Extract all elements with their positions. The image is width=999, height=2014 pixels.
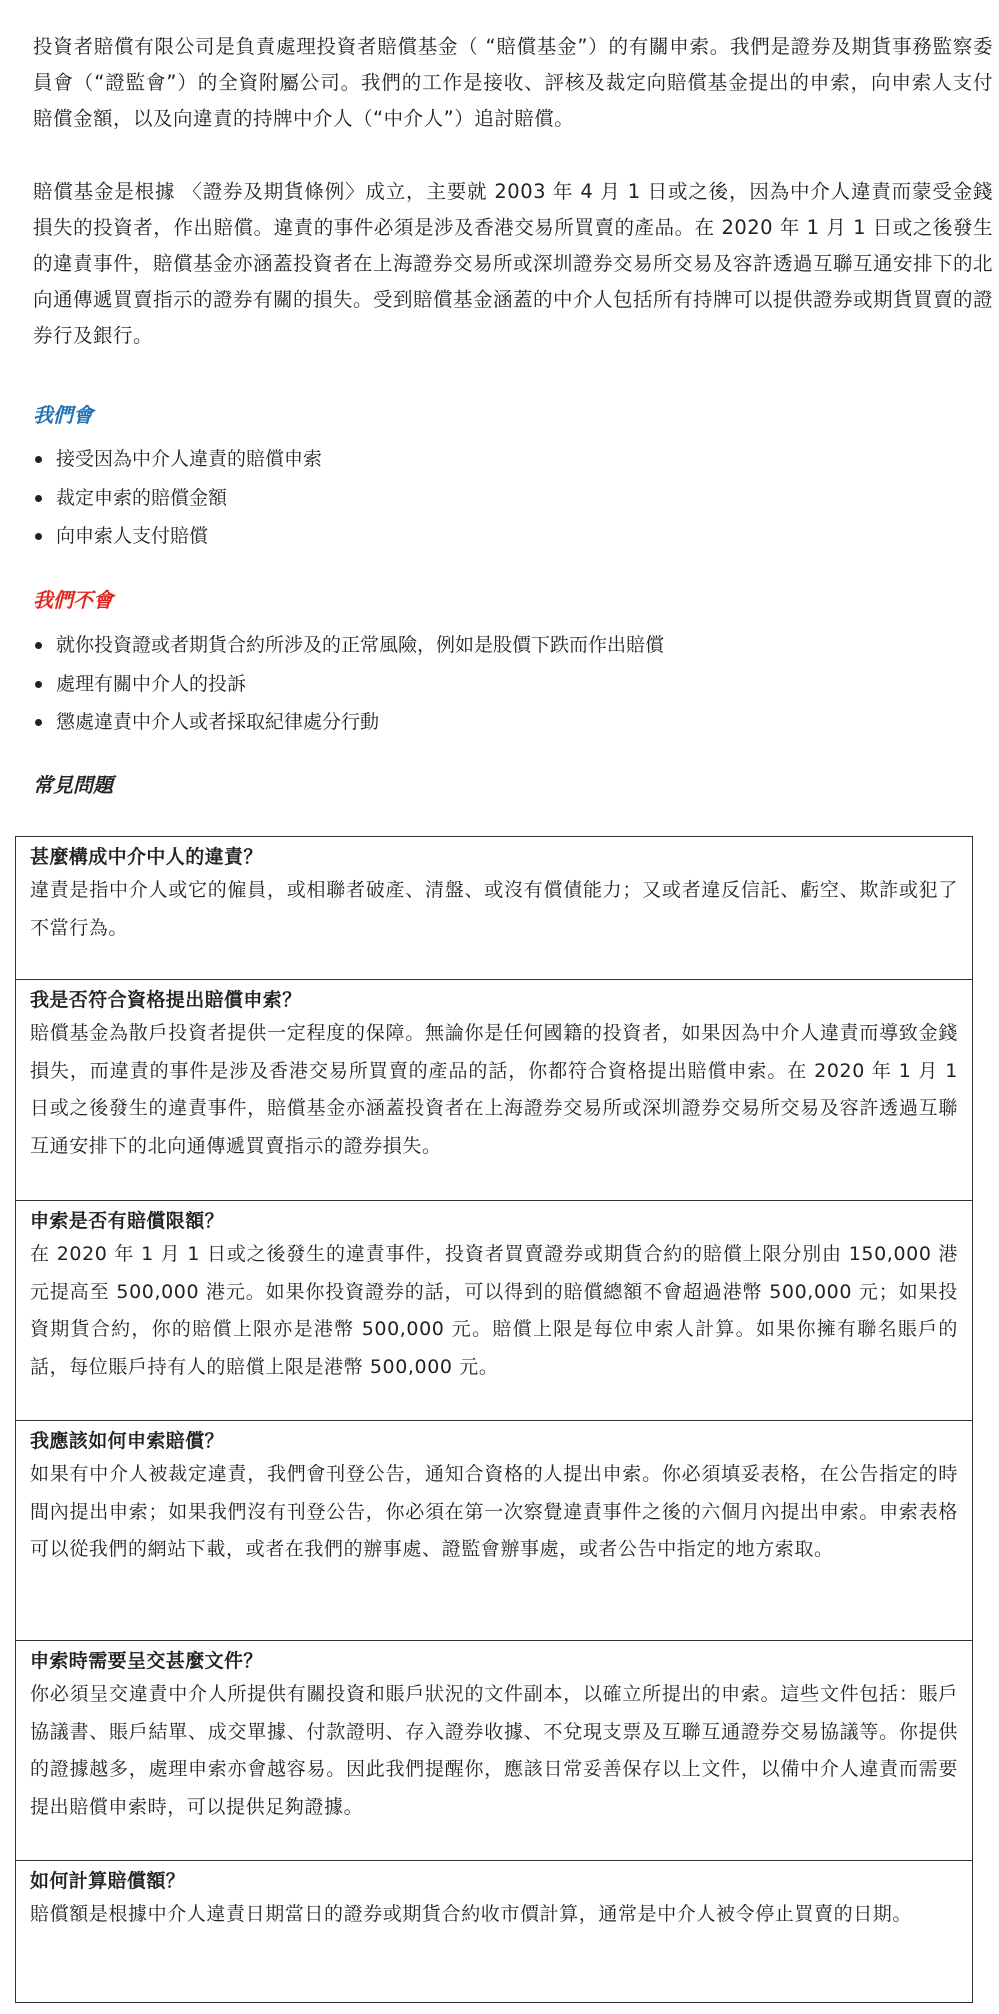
list-item-text: 向申索人支付賠償 (56, 525, 209, 547)
intro-paragraph-compensation-fund: 賠償基金是根據 〈證券及期貨條例〉成立，主要就 2003 年 4 月 1 日或之後，因為中介人違責而蒙受金錢損失的投資者，作出賠償。違責的事件必須是涉及香港交易所買賣的產品。在 2020 年 1 月 1 日或之後發生的違責事件，賠償基金亦涵蓋投資者在上海證券交易所或深圳證券交易所交易及容許透過互聯互通安排下的北向通傳遞買賣指示的證券有關的損失。受到賠償基金涵蓋的中介人包括所有持牌可以提供證券或期貨買賣的證券行及銀行。 (33, 180, 994, 347)
faq-question: 申索時需要呈交甚麼文件？ (30, 1650, 263, 1672)
bullet-icon (35, 456, 42, 463)
faq-heading: 常見問題 (33, 773, 113, 797)
list-item-text: 裁定申索的賠償金額 (56, 486, 228, 509)
faq-item-required-documents (16, 1641, 972, 1861)
list-item (33, 626, 664, 665)
faq-item-eligibility (16, 980, 972, 1201)
faq-answer: 你必須呈交違責中介人所提供有關投資和賬戶狀況的文件副本，以確立所提出的申索。這些文件包括：賬戶協議書、賬戶結單、成交單據、付款證明、存入證券收據、不兌現支票及互聯互通證券交易協議等。你提供的證據越多，處理申索亦會越容易。因此我們提醒你，應該日常妥善保存以上文件，以備中介人違責而需要提出賠償申索時，可以提供足夠證據。 (30, 1683, 958, 1818)
faq-answer: 違責是指中介人或它的僱員，或相聯者破產、清盤、或沒有償債能力；又或者違反信託、虧空、欺詐或犯了不當行為。 (30, 879, 958, 939)
faq-item-compensation-limit (16, 1201, 972, 1421)
bullet-icon (35, 642, 42, 649)
faq-question: 甚麼構成中介中人的違責？ (30, 846, 263, 868)
bullet-icon (35, 681, 42, 688)
list-item (33, 665, 664, 704)
faq-answer: 在 2020 年 1 月 1 日或之後發生的違責事件，投資者買賣證券或期貨合約的賠償上限分別由 150,000 港元提高至 500,000 港元。如果你投資證券的話，可以得到的賠償總額不會超過港幣 500,000 元；如果投資期貨合約，你的賠償上限亦是港幣 500,000 元。賠償上限是每位申索人計算。如果你擁有聯名賬戶的話，每位賬戶持有人的賠償上限是港幣 500,000 元。 (30, 1243, 958, 1378)
list-item (33, 479, 322, 518)
faq-item-calculation (16, 1861, 972, 2003)
faq-question: 我應該如何申索賠償？ (30, 1430, 225, 1452)
bullet-icon (35, 533, 42, 540)
we-will-heading: 我們會 (33, 403, 93, 427)
we-will-not-list (33, 626, 664, 742)
faq-table (15, 836, 973, 2003)
faq-item-default-definition (16, 837, 972, 980)
list-item-text: 就你投資證或者期貨合約所涉及的正常風險，例如是股價下跌而作出賠償 (56, 634, 665, 656)
list-item (33, 517, 322, 556)
we-will-list (33, 440, 322, 556)
faq-answer: 賠償基金為散戶投資者提供一定程度的保障。無論你是任何國籍的投資者，如果因為中介人違責而導致金錢損失，而違責的事件是涉及香港交易所買賣的產品的話，你都符合資格提出賠償申索。在 2020 年 1 月 1 日或之後發生的違責事件，賠償基金亦涵蓋投資者在上海證券交易所或深圳證券交易所交易及容許透過互聯互通安排下的北向通傳遞買賣指示的證券損失。 (30, 1022, 958, 1157)
intro-paragraph-about-company: 投資者賠償有限公司是負責處理投資者賠償基金（ “賠償基金”）的有關申索。我們是證券及期貨事務監察委員會（“證監會”）的全資附屬公司。我們的工作是接收、評核及裁定向賠償基金提出的申索，向申索人支付賠償金額，以及向違責的持牌中介人（“中介人”）追討賠償。 (33, 35, 993, 130)
list-item-text: 懲處違責中介人或者採取紀律處分行動 (56, 711, 380, 733)
faq-question: 如何計算賠償額？ (30, 1870, 186, 1892)
faq-question: 我是否符合資格提出賠償申索？ (30, 989, 302, 1011)
bullet-icon (35, 719, 42, 726)
bullet-icon (35, 495, 42, 502)
faq-answer: 賠償額是根據中介人違責日期當日的證券或期貨合約收市價計算，通常是中介人被令停止買賣的日期。 (30, 1903, 913, 1925)
faq-answer: 如果有中介人被裁定違責，我們會刊登公告，通知合資格的人提出申索。你必須填妥表格，在公告指定的時間內提出申索；如果我們沒有刊登公告，你必須在第一次察覺違責事件之後的六個月內提出申索。申索表格可以從我們的網站下載，或者在我們的辦事處、證監會辦事處，或者公告中指定的地方索取。 (30, 1463, 958, 1560)
we-will-not-heading: 我們不會 (33, 588, 113, 612)
faq-item-how-to-claim (16, 1421, 972, 1641)
faq-question: 申索是否有賠償限額？ (30, 1210, 225, 1232)
list-item (33, 440, 322, 479)
list-item-text: 接受因為中介人違責的賠償申索 (56, 448, 323, 470)
list-item-text: 處理有關中介人的投訴 (56, 672, 247, 695)
list-item (33, 703, 664, 742)
